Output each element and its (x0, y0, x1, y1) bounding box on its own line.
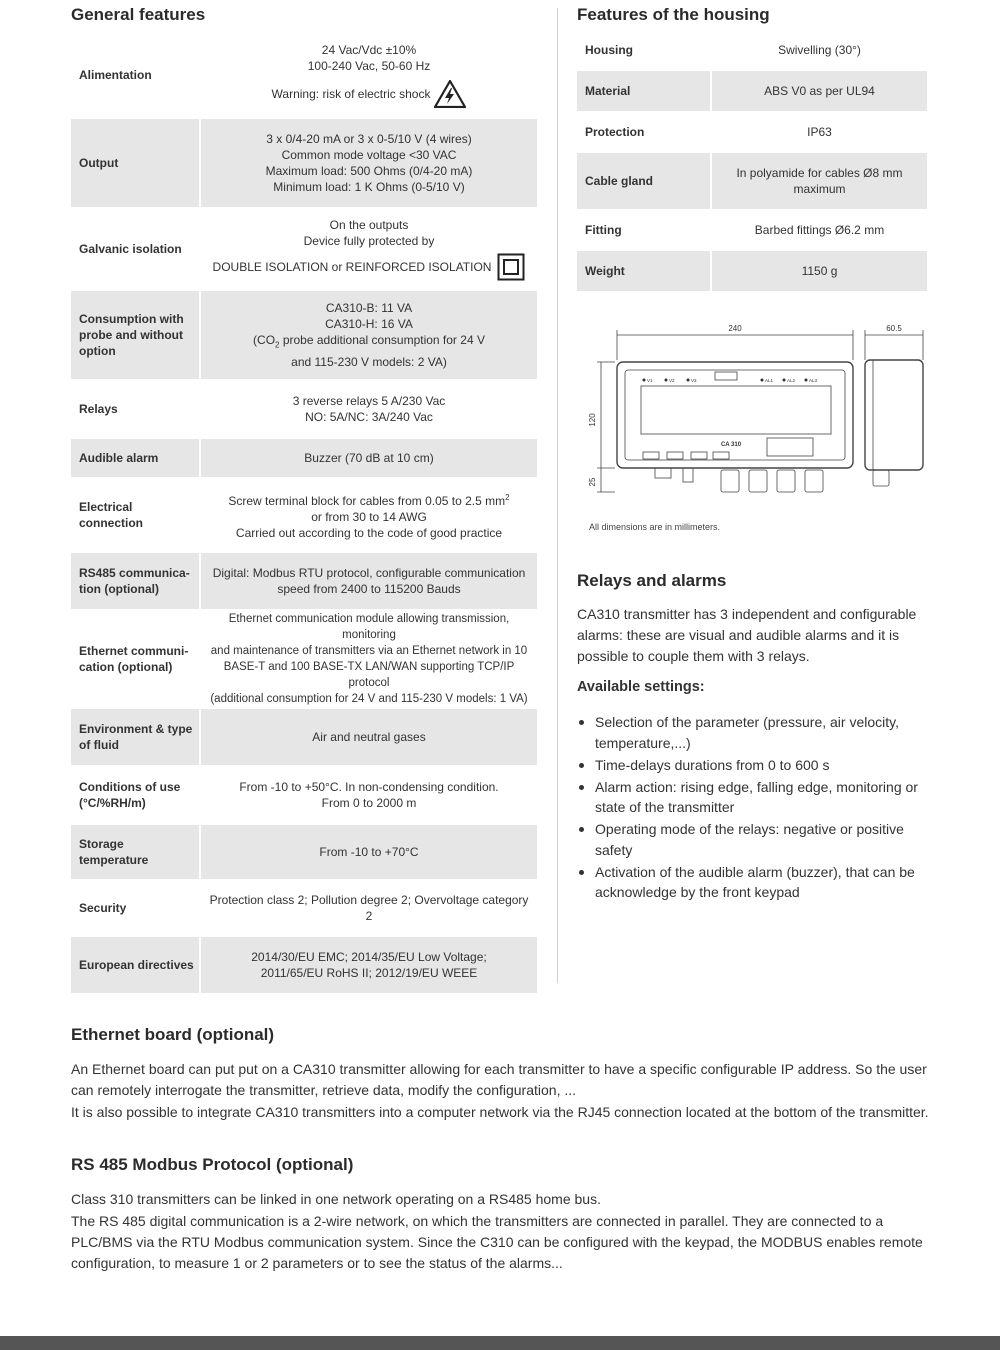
table-row (577, 210, 927, 250)
ethernet-board-title: Ethernet board (optional) (71, 1025, 275, 1044)
electric-shock-warning-icon (434, 80, 466, 108)
row-label: Relays (79, 402, 118, 416)
row-label: Security (79, 901, 127, 915)
value-line: From 0 to 2000 m (321, 796, 417, 810)
table-row (577, 70, 927, 112)
value-line: Device fully protected by (303, 234, 435, 248)
table-row (577, 152, 927, 210)
row-label: Protection (585, 125, 645, 139)
value-line: 24 Vac/Vdc ±10% (321, 42, 417, 57)
row-label: Storage temperature (71, 824, 200, 880)
row-label: Material (577, 70, 711, 112)
row-value: ABS V0 as per UL94 (711, 70, 927, 112)
row-label: Fitting (585, 223, 622, 237)
row-value: Barbed fittings Ø6.2 mm (711, 210, 927, 250)
led-label: AL3 (809, 378, 818, 383)
led-label: AL1 (765, 378, 774, 383)
table-row (71, 208, 537, 290)
value-line: Air and neutral gases (312, 730, 426, 744)
table-row (71, 766, 537, 824)
value-line: NO: 5A/NC: 3A/240 Vac (305, 410, 433, 424)
warning-line (272, 80, 467, 108)
isolation-text: DOUBLE ISOLATION or REINFORCED ISOLATION (212, 260, 492, 274)
value-line: CA310-H: 16 VA (325, 317, 413, 332)
warning-text: Warning: risk of electric shock (271, 86, 431, 101)
value-line: Screw terminal block for cables from 0.05 to 2.5 $mm^2$ (228, 492, 510, 508)
table-row (71, 118, 537, 208)
row-label: RS485 communica-tion (optional) (71, 552, 200, 610)
row-value (200, 936, 537, 994)
ethernet-paragraph-1: An Ethernet board can put put on a CA310 transmitter allowing for each transmitter to have a specific configurable IP address. So the user can remotely interrogate the transmitter, retrieve data, modify the configuration, ... (71, 1061, 927, 1098)
value-line: 2011/65/EU RoHS II; 2012/19/EU WEEE (260, 966, 478, 980)
housing-features-table (577, 30, 927, 293)
rs485-paragraph-1: Class 310 transmitters can be linked in one network operating on a RS485 home bus. (71, 1191, 601, 1207)
table-row (71, 438, 537, 478)
row-value (200, 478, 537, 552)
row-label: Electrical connection (79, 500, 144, 530)
dimensions-note: All dimensions are in millimeters. (589, 522, 721, 532)
dim-depth-label: 60.5 (886, 324, 902, 333)
table-row (71, 880, 537, 936)
value-line: On the outputs (329, 218, 409, 232)
value-line: Minimum load: 1 K Ohms (0-5/10 V) (273, 180, 465, 194)
relays-alarms-title: Relays and alarms (577, 571, 727, 590)
row-value (200, 32, 537, 118)
table-row (71, 610, 537, 708)
value-line: 3 reverse relays 5 A/230 Vac (292, 394, 446, 408)
value-line: speed from 2400 to 115200 Bauds (277, 582, 461, 596)
dimension-drawing (585, 320, 930, 520)
value-line: CA310-B: 11 VA (325, 301, 413, 316)
model-label: CA 310 (720, 442, 742, 448)
housing-features-title: Features of the housing (577, 5, 770, 24)
isolation-line (213, 253, 526, 281)
row-value (200, 880, 537, 936)
value-line: Protection class 2; Pollution degree 2; Overvoltage category 2 (209, 893, 529, 923)
row-label: Consumption with probe and without option (71, 290, 200, 380)
value-line: 3 x 0/4-20 mA or 3 x 0-5/10 V (4 wires) (266, 132, 472, 146)
rs485-paragraph-2: The RS 485 digital communication is a 2-wire network, on which the transmitters are connected in parallel. They are connected to a PLC/BMS via the RTU Modbus communication system. Since the C310 can be configured with the keypad, the MODBUS enables remote configuration, to measure 1 or 2 parameters or to see the status of the alarms... (71, 1213, 923, 1271)
value-line: ($CO_2$ probe additional consumption for 24 V (253, 333, 485, 350)
row-value (200, 380, 537, 438)
row-value: Swivelling (30°) (711, 30, 927, 70)
dim-width-label: 240 (728, 324, 742, 333)
row-value (200, 118, 537, 208)
row-label: Conditions of use (°C/%RH/m) (79, 780, 181, 810)
value-line: Carried out according to the code of good practice (235, 525, 503, 540)
value-line: Maximum load: 500 Ohms (0/4-20 mA) (265, 164, 473, 178)
value-line: From -10 to +70°C (319, 845, 419, 859)
footer-bar (0, 1336, 1000, 1350)
row-value: IP63 (711, 112, 927, 152)
row-value (200, 610, 537, 708)
value-line: and maintenance of transmitters via an Ethernet network in 10 (210, 645, 528, 657)
column-divider (557, 8, 558, 983)
rs485-title: RS 485 Modbus Protocol (optional) (71, 1155, 354, 1174)
general-features-table (71, 32, 537, 995)
row-label: Output (71, 118, 200, 208)
value-line: (additional consumption for 24 V and 115-230 V models: 1 VA) (210, 693, 528, 705)
table-row (71, 936, 537, 994)
row-label: European directives (71, 936, 200, 994)
row-label: Galvanic isolation (79, 242, 182, 256)
row-label: Housing (585, 42, 633, 57)
relays-intro: CA310 transmitter has 3 independent and configurable alarms: these are visual and audible alarms and it is possible to couple them with 3 relays. (577, 606, 917, 664)
row-value: In polyamide for cables Ø8 mm maximum (711, 152, 927, 210)
row-value (200, 552, 537, 610)
led-label: AL2 (787, 378, 796, 383)
table-row (71, 290, 537, 380)
row-label: Audible alarm (71, 438, 200, 478)
row-label: Ethernet communi-cation (optional) (79, 644, 189, 674)
led-label: V3 (691, 378, 697, 383)
settings-list (577, 712, 927, 904)
dim-height-label: 120 (588, 413, 597, 427)
table-row (71, 478, 537, 552)
row-value (200, 208, 537, 290)
value-line: 2014/30/EU EMC; 2014/35/EU Low Voltage; (251, 950, 487, 964)
list-item: Time-delays durations from 0 to 600 s (577, 755, 927, 776)
general-features-title: General features (71, 5, 206, 24)
list-item: Alarm action: rising edge, falling edge, monitoring or state of the transmitter (577, 777, 927, 818)
dim-bottom-label: 25 (588, 477, 597, 487)
list-item: Operating mode of the relays: negative or positive safety (577, 819, 927, 860)
row-label: Alimentation (79, 67, 152, 82)
value-line: Digital: Modbus RTU protocol, configurable communication (212, 566, 526, 580)
row-label: Environment & type of fluid (71, 708, 200, 766)
row-label: Weight (577, 250, 711, 292)
table-row (577, 30, 927, 70)
available-settings-title: Available settings: (577, 679, 705, 695)
value-line: Common mode voltage <30 VAC (281, 148, 457, 162)
row-value (200, 766, 537, 824)
list-item: Selection of the parameter (pressure, air velocity, temperature,...) (577, 712, 927, 753)
value-line: and 115-230 V models: 2 VA) (291, 354, 447, 369)
table-row (71, 824, 537, 880)
value-line: BASE-T and 100 BASE-TX LAN/WAN supporting TCP/IP protocol (223, 661, 515, 689)
row-value: 1150 g (711, 250, 927, 292)
row-value (200, 290, 537, 380)
value-line: From -10 to +50°C. In non-condensing condition. (239, 780, 499, 794)
ethernet-paragraph-2: It is also possible to integrate CA310 transmitters into a computer network via the RJ45 connection located at the bottom of the transmitter. (71, 1104, 929, 1120)
row-value (200, 708, 537, 766)
table-row (577, 112, 927, 152)
table-row (71, 380, 537, 438)
row-label: Cable gland (577, 152, 711, 210)
double-isolation-icon (497, 253, 525, 281)
value-line: Ethernet communication module allowing transmission, monitoring (228, 613, 510, 641)
table-row (71, 32, 537, 118)
led-label: V1 (647, 378, 653, 383)
row-value (200, 824, 537, 880)
row-value (200, 438, 537, 478)
table-row (71, 552, 537, 610)
list-item: Activation of the audible alarm (buzzer), that can be acknowledge by the front keypad (577, 862, 927, 903)
value-line: or from 30 to 14 AWG (311, 509, 427, 524)
table-row (71, 708, 537, 766)
value-line: Buzzer (70 dB at 10 cm) (304, 451, 434, 465)
value-line: 100-240 Vac, 50-60 Hz (307, 58, 431, 73)
table-row (577, 250, 927, 292)
led-label: V2 (669, 378, 675, 383)
